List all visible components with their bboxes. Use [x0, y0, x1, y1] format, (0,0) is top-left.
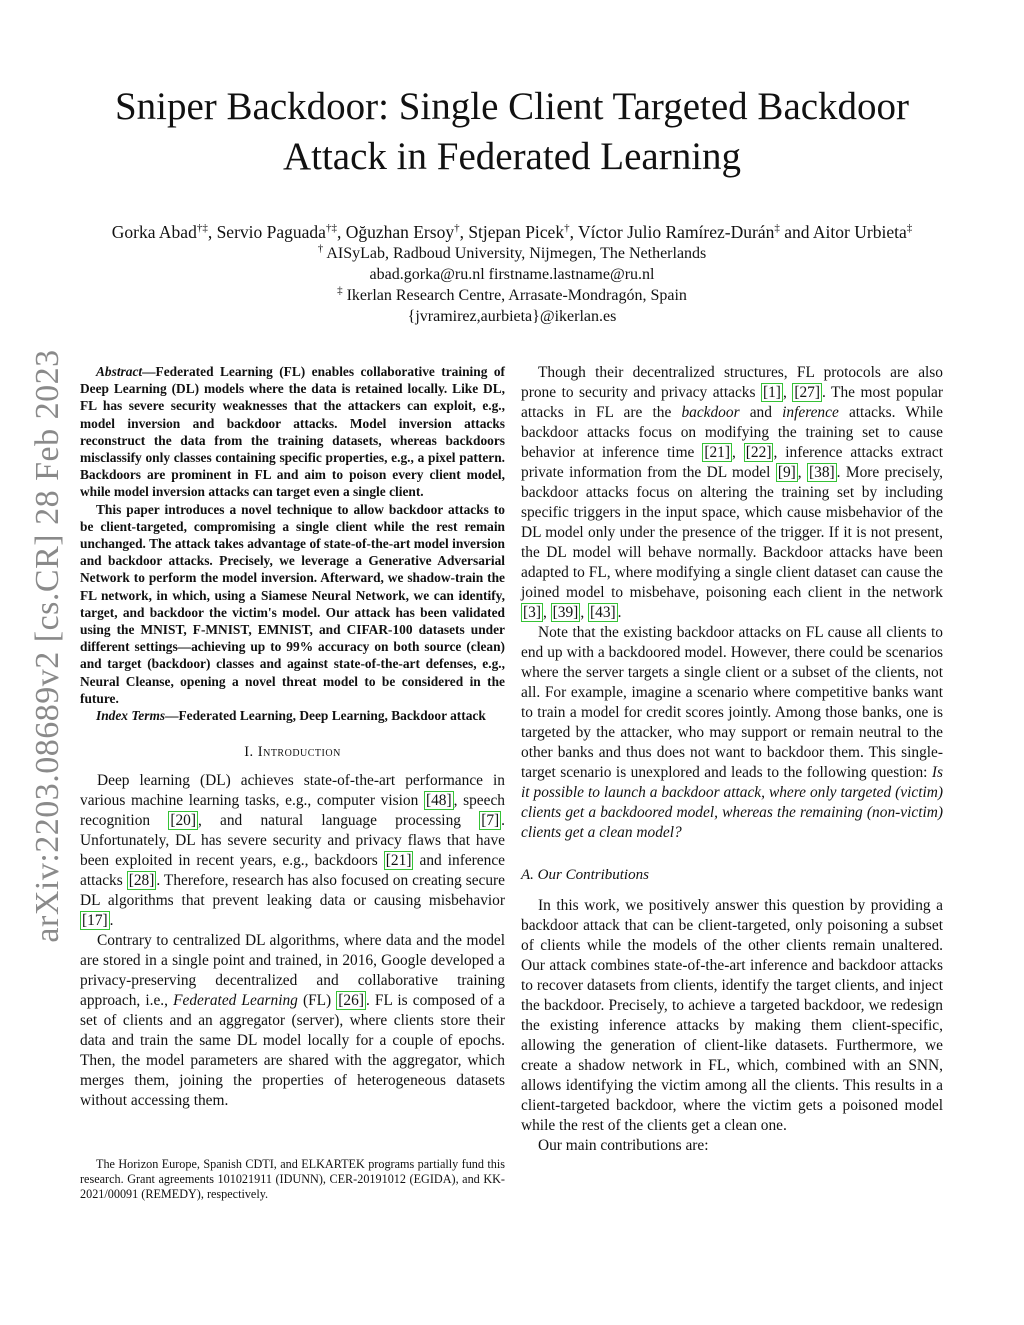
- text-run: ,: [782, 384, 793, 401]
- paper-title: [60, 82, 964, 182]
- citation-link[interactable]: [22]: [745, 444, 772, 461]
- intro-paragraph-1: [80, 771, 505, 931]
- author-affil-mark: †‡: [196, 222, 208, 235]
- emphasis-text: backdoor: [681, 404, 740, 421]
- text-run: , speech recognition: [80, 792, 505, 830]
- text-run: (FL): [297, 992, 337, 1010]
- index-terms: [80, 707, 505, 724]
- citation-link[interactable]: [39]: [552, 604, 579, 621]
- citation-link[interactable]: [43]: [590, 604, 616, 621]
- citation-link[interactable]: [3]: [523, 604, 541, 621]
- text-run: ,: [797, 464, 807, 481]
- index-terms-text: —Federated Learning, Deep Learning, Backdoor attack: [165, 708, 486, 724]
- title-line-2: Attack in Federated Learning: [282, 135, 742, 178]
- citation-link[interactable]: [38]: [809, 464, 835, 481]
- affiliation-text: AISyLab, Radboud University, Nijmegen, The Netherlands: [326, 245, 707, 262]
- abstract-text: —Federated Learning (FL) enables collaborative training of Deep Learning (DL) models where the data is retained locally. Like DL, FL has severe security weaknesses that the attackers can exploit, e.g., model inversion and backdoor attacks. Model inversion attacks reconstruct the data from the training datasets, whereas backdoors misclassify only classes containing specific properties, e.g., a pixel pattern. Backdoors are prominent in FL and aim to poison every client model, while model inversion attacks can target even a single client.: [80, 364, 505, 500]
- author-name: Víctor Julio Ramírez-Durán: [578, 222, 775, 242]
- affiliation-mark: †: [317, 242, 324, 255]
- funding-footnote: The Horizon Europe, Spanish CDTI, and ELKARTEK programs partially fund this research. Grant agreements 101021911 (IDUNN), CER-20191012 (EGIDA), and KK-2021/00091 (REMEDY), respectively.: [80, 1157, 505, 1201]
- affiliation-mark: ‡: [337, 284, 343, 297]
- citation-link[interactable]: [17]: [82, 912, 108, 930]
- author-affil-mark: ‡: [906, 222, 913, 235]
- left-column: [80, 363, 505, 1111]
- citation-link[interactable]: [28]: [128, 872, 155, 890]
- text-run: ,: [542, 604, 551, 621]
- emphasis-text: Federated Learning: [173, 992, 298, 1010]
- text-run: , and natural language processing: [197, 812, 480, 830]
- intro-paragraph-2: [80, 931, 505, 1111]
- citation-link[interactable]: [9]: [777, 464, 796, 481]
- abstract-paragraph-2: This paper introduces a novel technique to allow backdoor attacks to be client-targeted, compromising a single client while the rest remain unchanged. The attack takes advantage of state-of-the-art model inversion and backdoor attacks. Precisely, we leverage a Generative Adversarial Network to perform the model inversion. Afterward, we shadow-train the FL network, in which, using a Siamese Neural Network, we can identify, target, and backdoor the victim's model. Our attack has been validated using the MNIST, F-MNIST, EMNIST, and CIFAR-100 datasets under different settings—achieving up to 99% accuracy on both source (clean) and target (backdoor) classes and against state-of-the-art defenses, e.g., Neural Cleanse, opening a novel threat model to be considered in the future.: [80, 501, 505, 706]
- text-run: .: [617, 604, 622, 621]
- text-run: Deep learning (DL) achieves state-of-the-art performance in various machine learning tasks, e.g., computer vision: [80, 772, 505, 810]
- text-run: . More precisely, backdoor attacks focus on altering the training set by including specific triggers in the input space, which cause misbehavior of the DL model only under the presence of the trigger. If it is not present, the DL model will behave normally. Backdoor attacks have been adapted to FL, where modifying a single client dataset can cause the joined model to misbehave, poisoning each client in the network: [521, 464, 943, 601]
- citation-link[interactable]: [20]: [170, 812, 196, 830]
- author-block: [60, 221, 964, 327]
- contributions-paragraph: In this work, we positively answer this question by providing a backdoor attack that can be client-targeted, only poisoning a subset of clients while the models of the other clients remain unaltered. Our attack combines state-of-the-art inference and backdoor attacks to recover datasets from clients, identify the target clients, and inject the backdoor. Precisely, to achieve a targeted backdoor, we redesign the existing inference attacks by making them client-specific, allowing the generation of client-like datasets. Furthermore, we create a shadow network in FL, which, combined with an SNN, allows identifying the victim among all the clients. This results in a client-targeted backdoor, where the victim gets a poisoned model while the rest of the clients get a clean one.: [521, 897, 943, 1134]
- affiliation-2: [60, 285, 964, 306]
- text-run: . FL is composed of a set of clients and an aggregator (server), where clients store their data and train the same DL model locally for a couple of epochs. Then, the model parameters are shared with the aggregator, which merges them, joining the properties of heterogeneous datasets without accessing them.: [80, 992, 505, 1110]
- citation-link[interactable]: [1]: [762, 384, 781, 401]
- intro-paragraph-3: [521, 363, 943, 623]
- text-run: Contrary to centralized DL algorithms, where data and the model are stored in a single point and trained, in 2016, Google developed a privacy-preserving decentralized and collaborative training approach, i.e.,: [80, 932, 505, 1010]
- text-run: and: [739, 404, 783, 421]
- abstract-label: Abstract: [96, 364, 143, 379]
- subsection-heading-contributions: A. Our Contributions: [521, 867, 649, 883]
- citation-link[interactable]: [21]: [704, 444, 730, 461]
- author-affil-mark: †: [454, 222, 460, 235]
- text-run: Though their decentralized structures, FL protocols are also prone to security and privacy attacks: [521, 364, 943, 401]
- citation-link[interactable]: [7]: [481, 812, 500, 830]
- text-run: Note that the existing backdoor attacks on FL cause all clients to end up with a backdoored model. However, there could be scenarios where the server targets a single client or a subset of the clients, not all. For example, imagine a scenario where competitive banks want to train a model for credit scores jointly. Among those banks, one is targeted by the attacker, who may support or remain neutral to the other banks and thus does not want to backdoor them. This single-target scenario is unexplored and leads to the following question:: [521, 624, 943, 781]
- author-name: Aitor Urbieta: [812, 222, 907, 242]
- abstract-paragraph-1: [80, 363, 505, 501]
- text-run: . Unfortunately, DL has severe security and privacy flaws that have been exploited in recent years, e.g., backdoors: [80, 812, 505, 870]
- author-name: Stjepan Picek: [468, 222, 565, 242]
- affiliation-1-email: abad.gorka@ru.nl firstname.lastname@ru.nl: [369, 266, 655, 283]
- author-name: Servio Paguada: [216, 222, 326, 242]
- author-name: Oğuzhan Ersoy: [345, 222, 455, 242]
- affiliation-2-email: {jvramirez,aurbieta}@ikerlan.es: [407, 308, 617, 325]
- contributions-lead: Our main contributions are:: [538, 1137, 709, 1154]
- citation-link[interactable]: [21]: [385, 852, 412, 870]
- author-affil-mark: ‡: [774, 222, 780, 235]
- arxiv-identifier: arXiv:2203.08689v2 [cs.CR] 28 Feb 2023: [29, 349, 66, 943]
- text-run: , inference attacks extract private information from the DL model: [521, 444, 943, 481]
- text-run: . Therefore, research has also focused on creating secure DL algorithms that prevent leaking data or causing misbehavior: [80, 872, 506, 910]
- author-list: Gorka Abad†‡, Servio Paguada†‡, Oğuzhan Ersoy†, Stjepan Picek†, Víctor Julio Ramírez-Durán‡ and Aitor Urbieta‡: [111, 222, 913, 242]
- text-run: and inference attacks: [80, 852, 505, 890]
- text-run: attacks. While backdoor attacks focus on modifying the training set to cause behavior at inference time: [521, 404, 944, 461]
- research-question: Is it possible to launch a backdoor attack, where only targeted (victim) clients get a backdoored model, whereas the remaining (non-victim) clients get a clean model?: [521, 764, 943, 841]
- emphasis-text: inference: [782, 404, 839, 421]
- right-column: [521, 363, 943, 1156]
- title-line-1: Sniper Backdoor: Single Client Targeted Backdoor: [114, 85, 910, 128]
- citation-link[interactable]: [27]: [794, 384, 820, 401]
- text-run: .: [109, 912, 114, 930]
- citation-link[interactable]: [26]: [338, 992, 364, 1010]
- author-conjunction: and: [784, 222, 810, 242]
- section-heading-introduction: I. Introduction: [244, 744, 341, 761]
- author-name: Gorka Abad: [111, 222, 197, 242]
- text-run: . The most popular attacks in FL are the: [521, 384, 943, 421]
- citation-link[interactable]: [48]: [425, 792, 452, 810]
- text-run: ,: [732, 444, 744, 461]
- index-terms-label: Index Terms: [96, 708, 166, 724]
- author-affil-mark: †: [564, 222, 570, 235]
- author-affil-mark: †‡: [325, 222, 337, 235]
- affiliation-text: Ikerlan Research Centre, Arrasate-Mondragón, Spain: [346, 287, 687, 304]
- text-run: ,: [580, 604, 589, 621]
- intro-paragraph-4: [521, 623, 943, 843]
- affiliation-1: [60, 243, 964, 264]
